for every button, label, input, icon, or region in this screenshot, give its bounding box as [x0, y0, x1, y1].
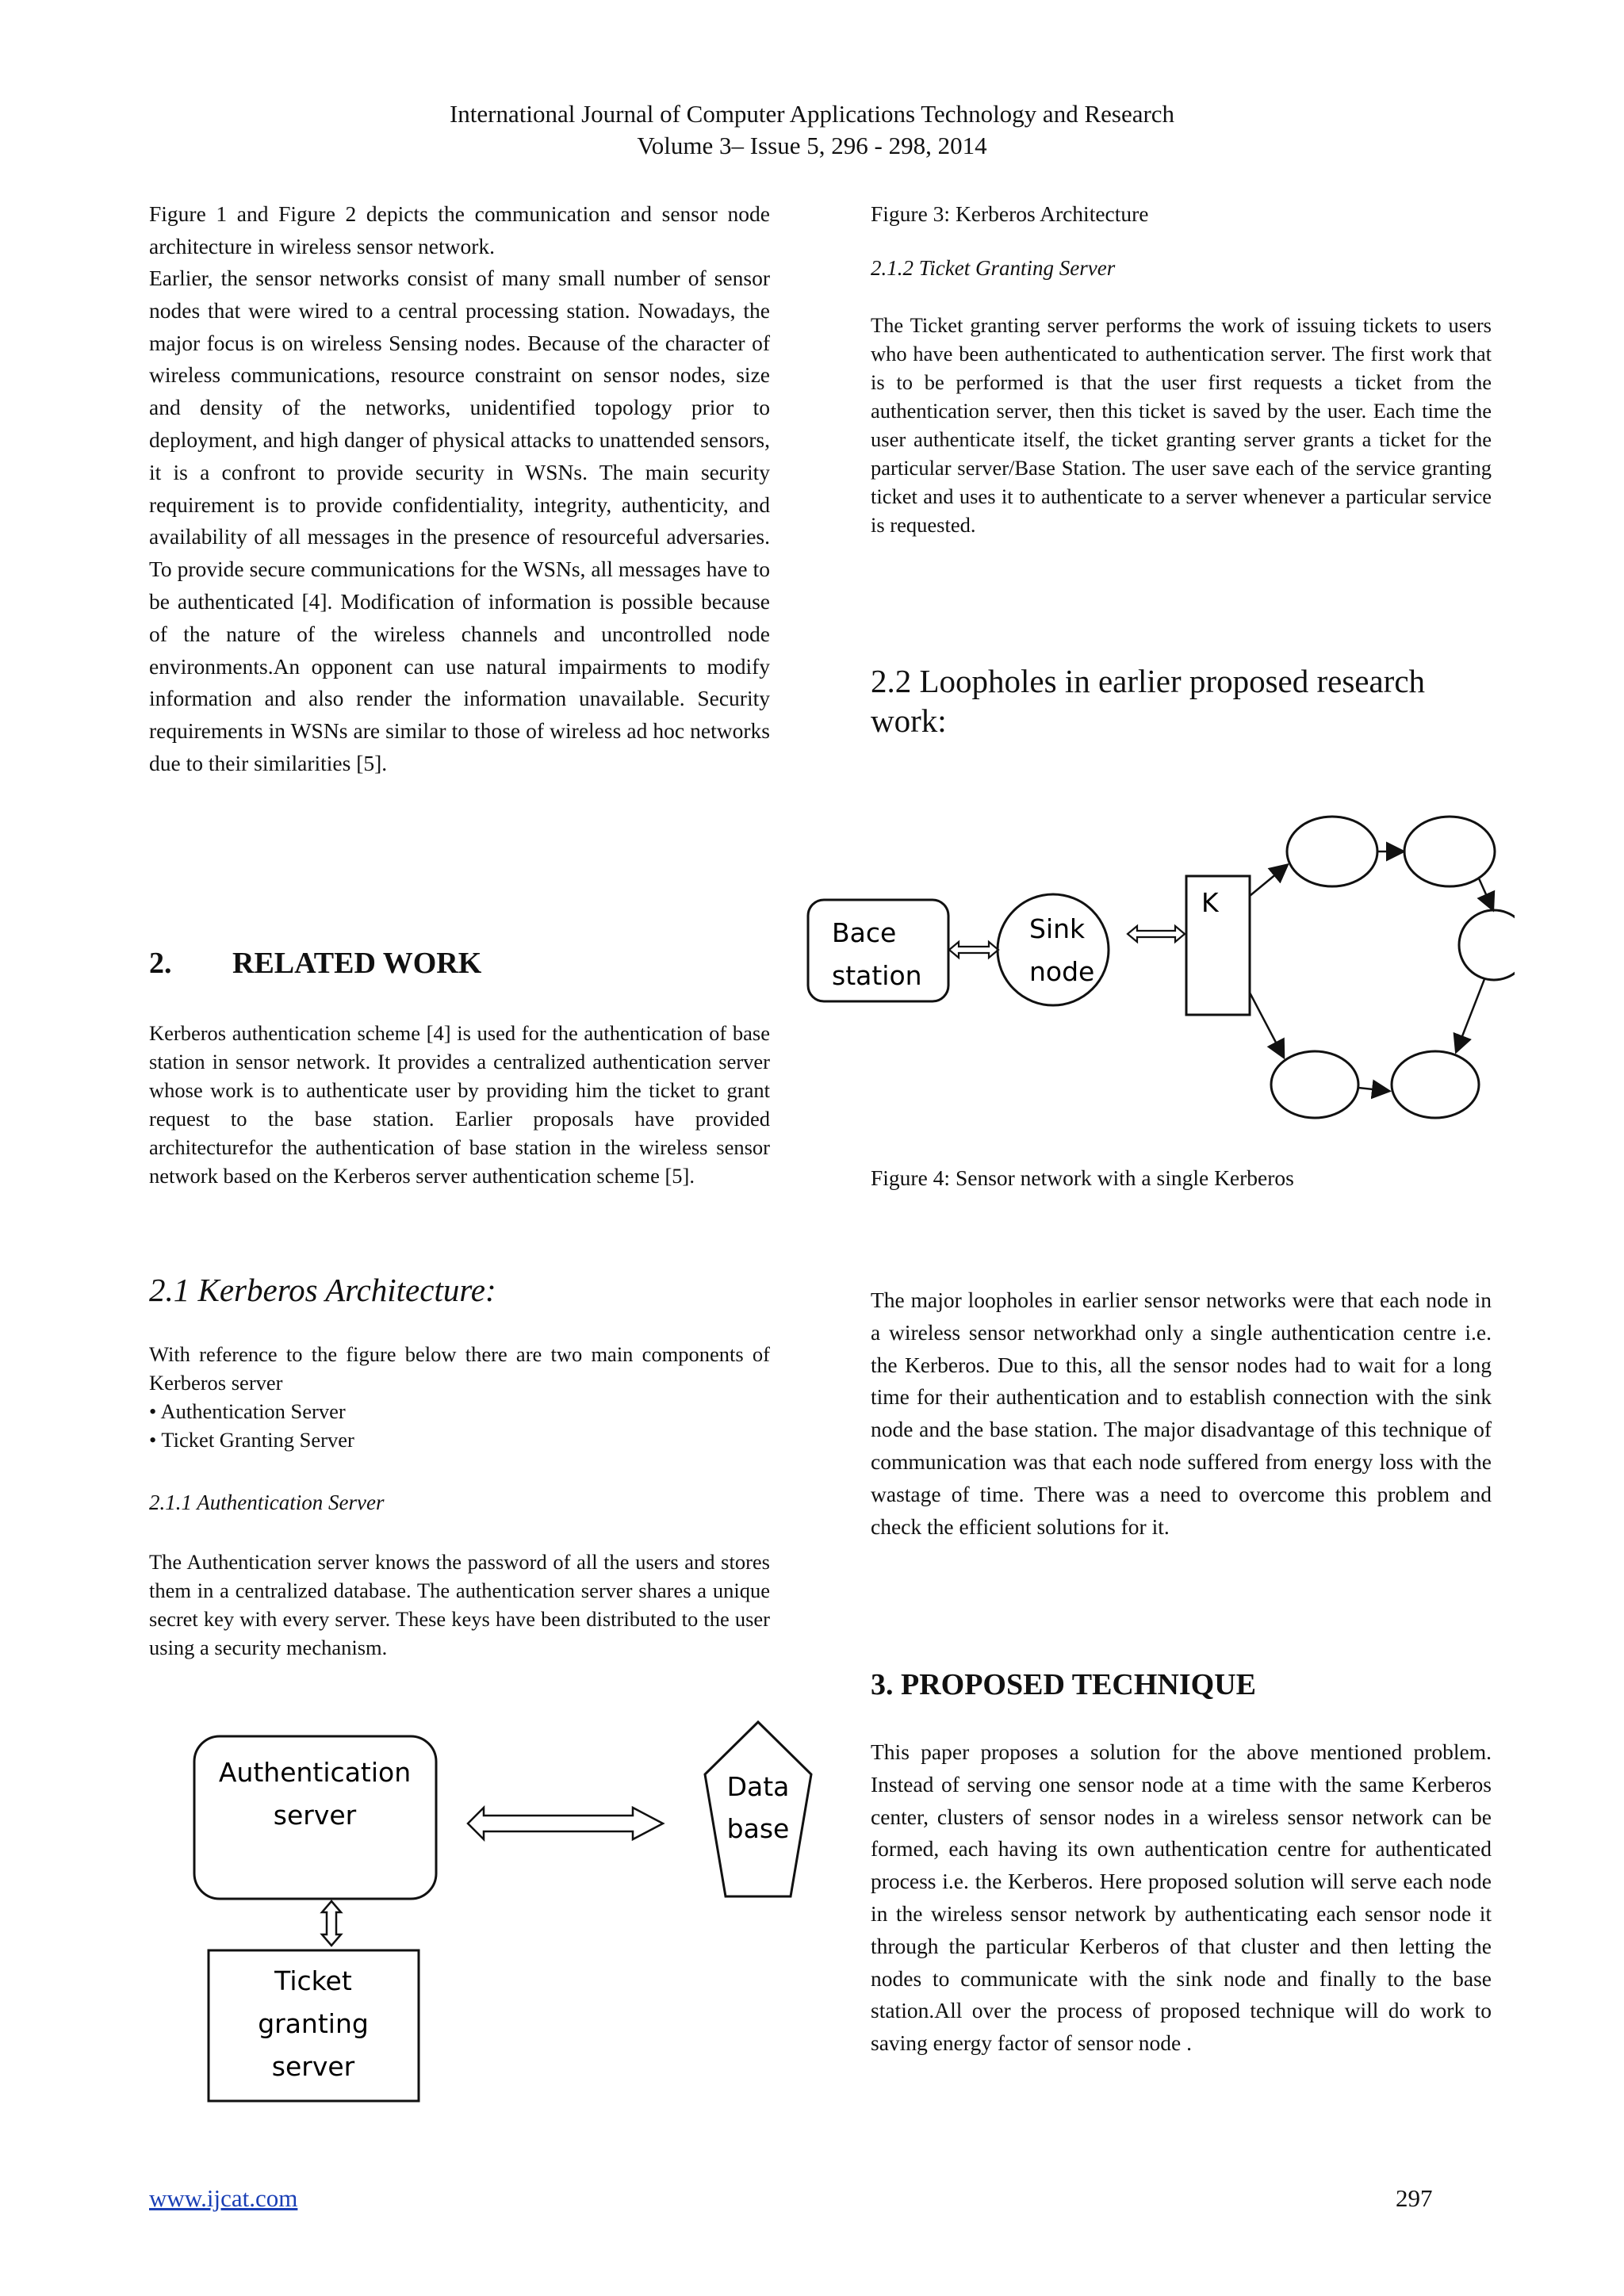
ticket-granting-server-subheading: 2.1.2 Ticket Granting Server	[871, 256, 1116, 280]
journal-name: International Journal of Computer Applications Technology and Research	[449, 100, 1175, 128]
kerberos-label: K	[1201, 887, 1219, 918]
proposed-technique-heading: 3. PROPOSED TECHNIQUE	[871, 1668, 1256, 1701]
arrow-node4-to-node5	[1358, 1088, 1388, 1091]
proposed-technique-paragraph: This paper proposes a solution for the above mentioned problem. Instead of serving one sensor node at a time with the same Kerberos center, clusters of sensor nodes in a wireless sensor network can be formed, each having its own authentication centre for authenticated process i.e. the Kerberos. Here proposed solution will serve each node in the wireless sensor network by authenticating each sensor node it through the particular Kerberos of that cluster and then letting the nodes to communicate with the sink node and finally to the base station.All over the process of proposed technique will do work to saving energy factor of sensor node .	[871, 1739, 1492, 2056]
intro-paragraph-1: Figure 1 and Figure 2 depicts the communication and sensor node architecture in wireless sensor network.	[149, 201, 770, 258]
sensor-network-diagram	[801, 809, 1515, 1142]
related-work-number: 2.	[149, 947, 172, 980]
loopholes-paragraph: The major loopholes in earlier sensor networks were that each node in a wireless sensor networkhad only a single authentication centre i.e. the Kerberos. Due to this, all the sensor nodes had to wait for a long time for their authentication and to establish connection with the sink node and the base station. The major disadvantage of this technique of communication was that each node suffered from energy loss with the wastage of time. There was a need to overcome this problem and check the efficient solutions for it.	[871, 1288, 1492, 1539]
database-pentagon	[705, 1722, 811, 1896]
sink-node-circle	[998, 894, 1109, 1005]
base-station-label-2: station	[832, 960, 922, 991]
sensor-node-1	[1287, 817, 1377, 886]
sensor-node-4	[1271, 1051, 1358, 1118]
authentication-server-label-2: server	[273, 1800, 357, 1831]
authentication-server-subheading: 2.1.1 Authentication Server	[149, 1490, 385, 1514]
intro-paragraph-2: Earlier, the sensor networks consist of many small number of sensor nodes that were wired to a central processing station. Nowadays, the major focus is on wireless Sensing nodes. Because of the character of wireless communications, resource constraint on sensor nodes, size and density of the networks, unidentified topology prior to deployment, and high danger of physical attacks to unattended sensors, it is a confront to provide security in WSNs. The main security requirement is to provide confidentiality, integrity, authenticity, and availability of all messages in the presence of resourceful adversaries. To provide secure communications for the WSNs, all messages have to be authenticated [4]. Modification of information is possible because of the nature of the wireless channels and uncontrolled node environments.An opponent can use natural impairments to modify information and also render the information unavailable. Security requirements in WSNs are similar to those of wireless ad hoc networks due to their similarities [5].	[149, 266, 770, 775]
sensor-node-2	[1404, 817, 1495, 886]
tgs-label-1: Ticket	[274, 1965, 352, 1996]
authentication-server-label-1: Authentication	[218, 1757, 412, 1788]
journal-volume: Volume 3– Issue 5, 296 - 298, 2014	[637, 132, 987, 159]
auth-tgs-double-arrow	[322, 1901, 341, 1946]
kerberos-architecture-heading: 2.1 Kerberos Architecture:	[149, 1272, 496, 1308]
figure-3-caption: Figure 3: Kerberos Architecture	[871, 201, 1149, 226]
related-work-paragraph: Kerberos authentication scheme [4] is used for the authentication of base station in sensor network. It provides a centralized authentication server whose work is to authenticate user by providing him the ticket to grant request to the base station. Earlier proposals have provided architecturefor the authentication of base station in the wireless sensor network based on the Kerberos server authentication scheme [5].	[149, 1021, 770, 1188]
running-header	[0, 98, 1624, 162]
kerberos-architecture-diagram	[143, 1705, 841, 2125]
base-station-label-1: Bace	[832, 917, 897, 948]
tgs-label-3: server	[271, 2051, 355, 2082]
sensor-node-3	[1459, 910, 1515, 980]
page-number: 297	[1396, 2184, 1433, 2212]
journal-website-link[interactable]: www.ijcat.com	[149, 2184, 298, 2212]
ticket-granting-server-paragraph: The Ticket granting server performs the work of issuing tickets to users who have been authenticated to authentication server. The first work that is to be performed is that the user first requests a ticket from the authentication server, then this ticket is saved by the user. Each time the user authenticate itself, the ticket granting server grants a ticket for the particular server/Base Station. The user save each of the service granting ticket and uses it to authenticate to a server whenever a particular service is requested.	[871, 313, 1492, 537]
database-label-2: base	[726, 1813, 790, 1844]
arrow-k-to-node4	[1250, 993, 1283, 1056]
bullet-ticket-granting-server: • Ticket Granting Server	[149, 1428, 354, 1452]
tgs-label-2: granting	[258, 2008, 369, 2039]
base-sink-double-arrow	[949, 942, 998, 958]
arrow-k-to-node1	[1250, 866, 1286, 896]
arrow-node3-to-node5	[1457, 979, 1484, 1050]
bullet-authentication-server: • Authentication Server	[149, 1399, 346, 1423]
sink-node-label-2: node	[1029, 956, 1095, 987]
arrow-node2-to-node3	[1479, 878, 1492, 909]
sink-node-label-1: Sink	[1029, 913, 1086, 944]
figure-4-caption: Figure 4: Sensor network with a single Kerberos	[871, 1165, 1294, 1190]
database-label-1: Data	[726, 1771, 790, 1802]
sink-kerberos-double-arrow	[1128, 926, 1185, 942]
sensor-node-5	[1392, 1051, 1479, 1118]
kerberos-paragraph: With reference to the figure below there are two main components of Kerberos server	[149, 1342, 770, 1395]
authentication-server-paragraph: The Authentication server knows the password of all the users and stores them in a centralized database. The authentication server shares a unique secret key with every server. These keys have been distributed to the user using a security mechanism.	[149, 1550, 770, 1659]
auth-database-double-arrow	[468, 1808, 663, 1839]
related-work-heading: RELATED WORK	[232, 947, 482, 980]
loopholes-heading: 2.2 Loopholes in earlier proposed research work:	[871, 663, 1426, 739]
